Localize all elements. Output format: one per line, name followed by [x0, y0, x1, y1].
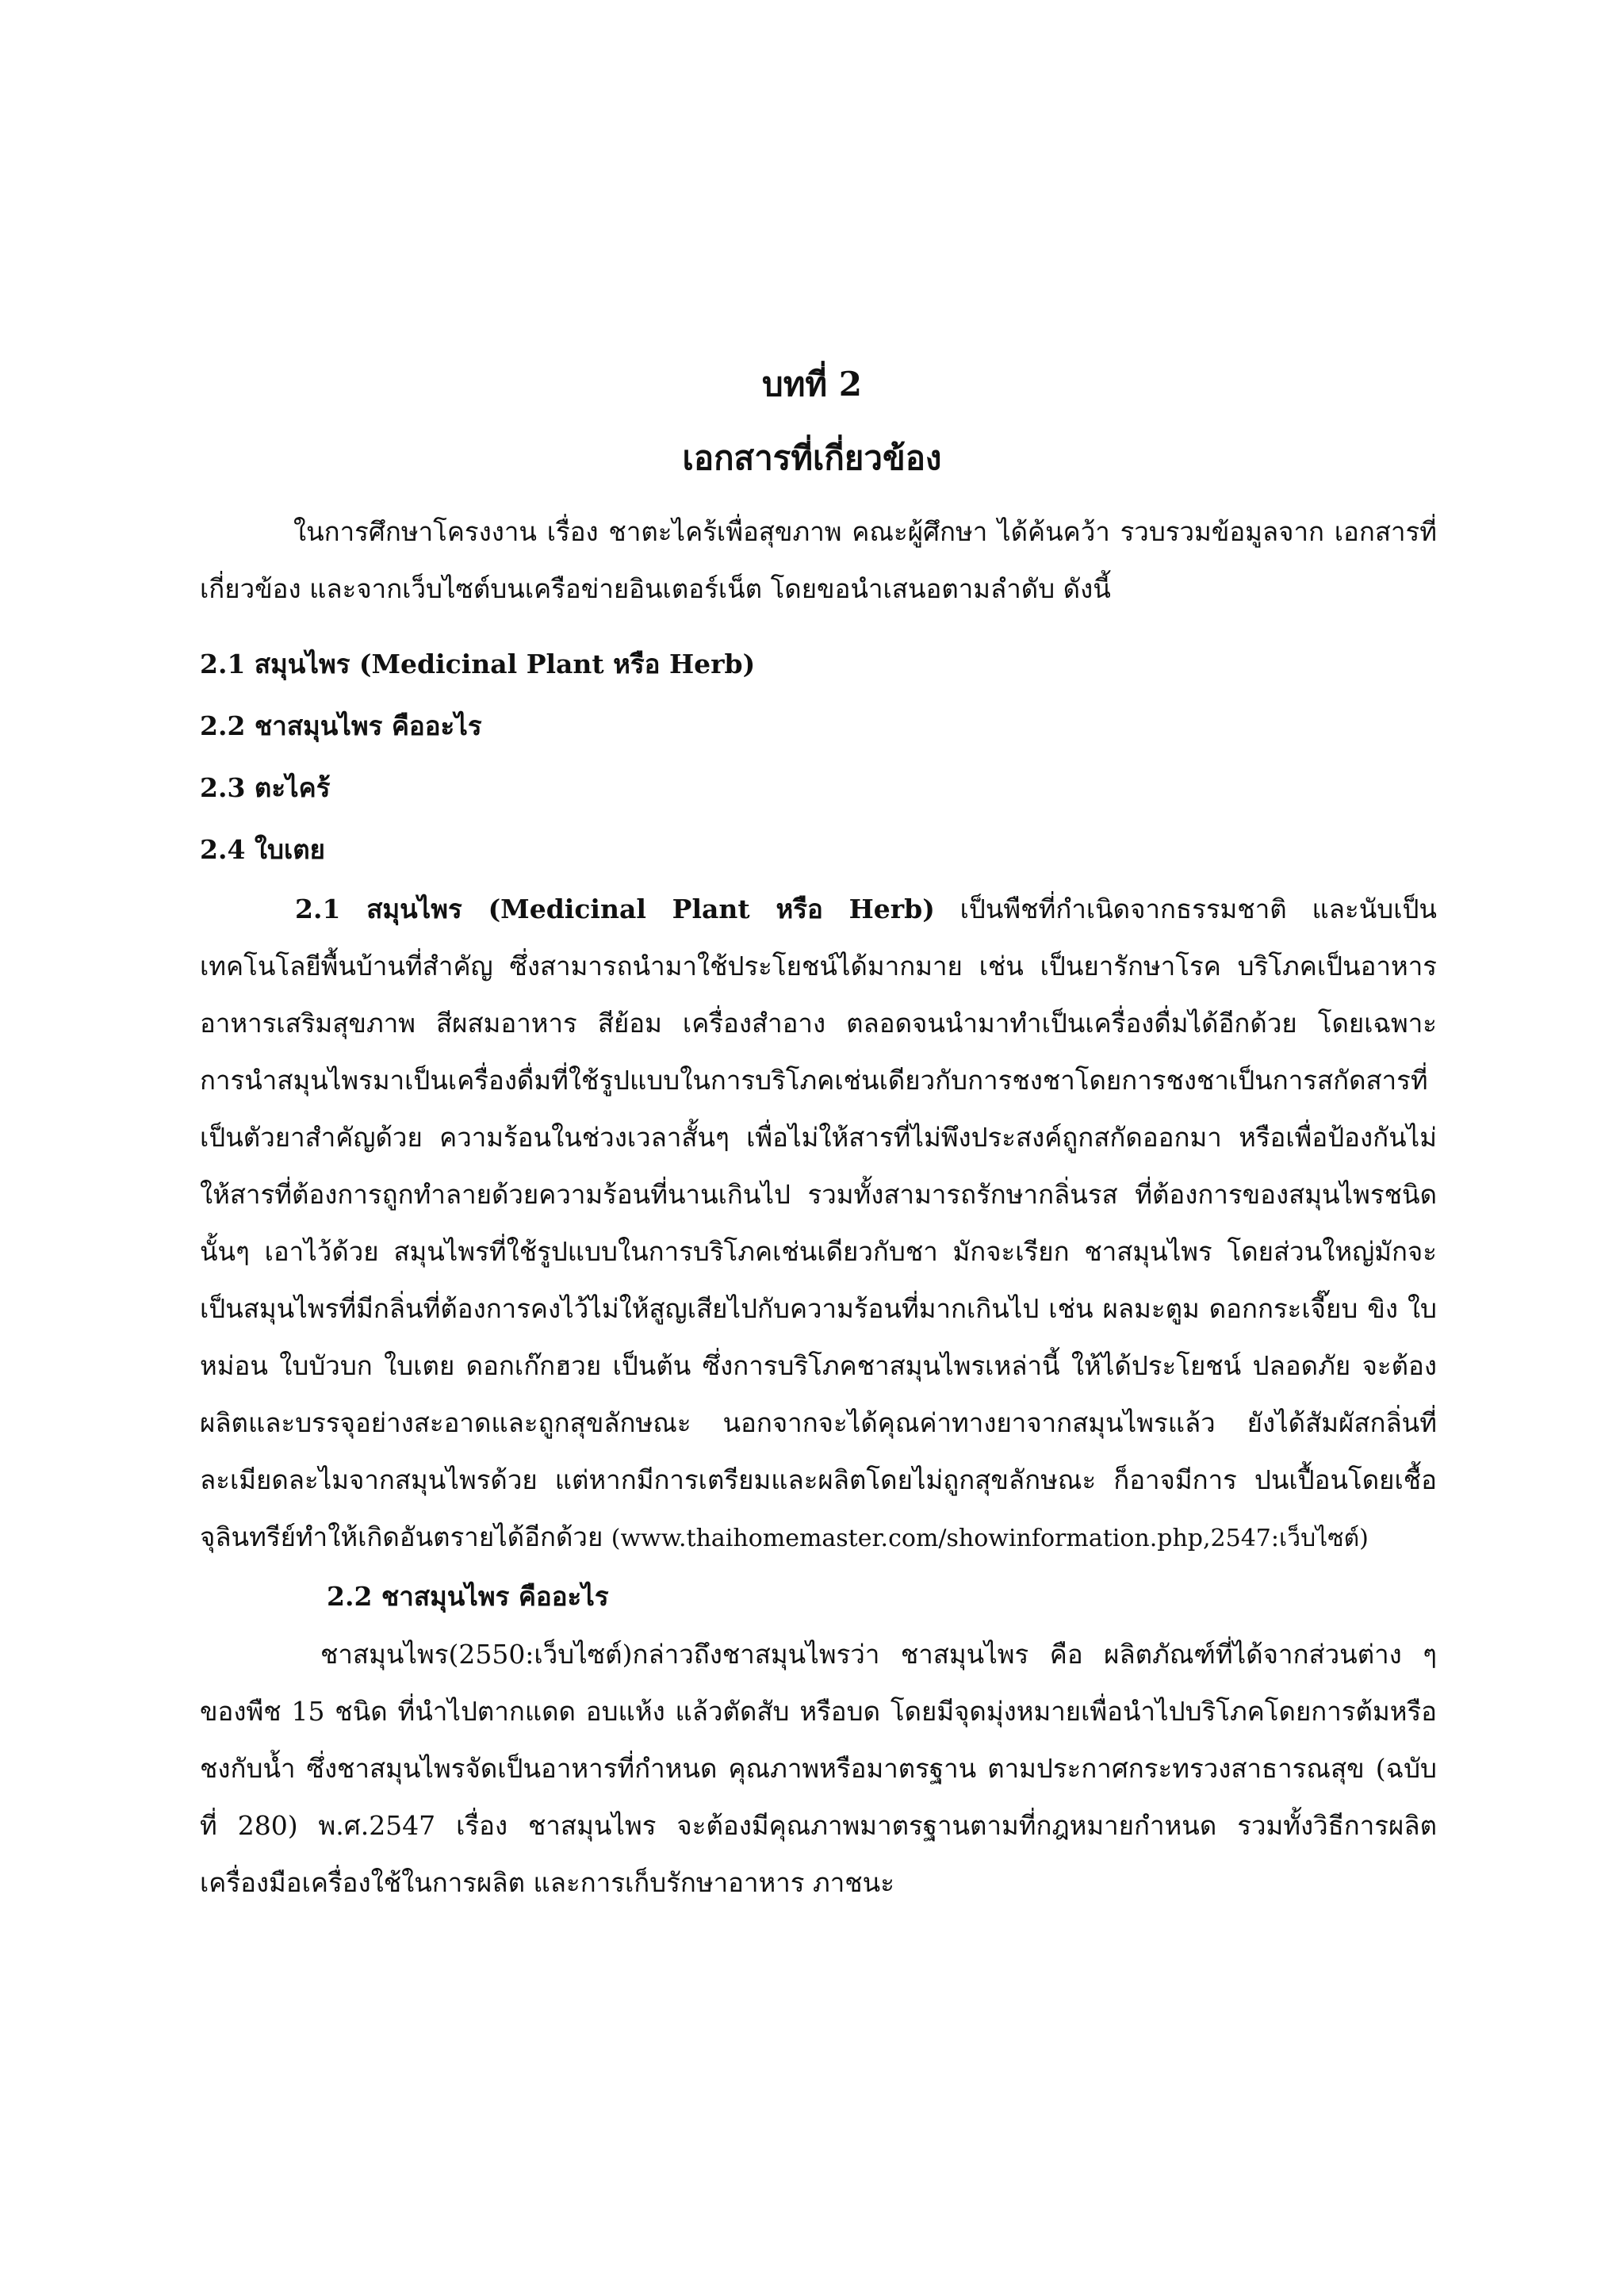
toc-item-2-4: 2.4 ใบเตย: [200, 834, 326, 865]
toc-item-2-3: 2.3 ตะไคร้: [200, 772, 331, 803]
chapter-title: เอกสารที่เกี่ยวข้อง: [682, 438, 942, 477]
section-2-1-text: เป็นพืชที่กำเนิดจากธรรมชาติ และนับเป็นเทคโนโลยีพื้นบ้านที่สำคัญ ซึ่งสามารถนำมาใช้ประโยชน์ได้มากมาย เช่น เป็นยารักษาโรค บริโภคเป็นอาหาร อาหารเสริมสุขภาพ สีผสมอาหาร สีย้อม เครื่องสำอาง ตลอดจนนำมาทำเป็นเครื่องดื่มได้อีกด้วย โดยเฉพาะการนำสมุนไพรมาเป็นเครื่องดื่มที่ใช้รูปแบบในการบริโภคเช่นเดียวกับการชงชาโดยการชงชาเป็นการสกัดสารที่เป็นตัวยาสำคัญด้วย ความร้อนในช่วงเวลาสั้นๆ เพื่อไม่ให้สารที่ไม่พึงประสงค์ถูกสกัดออกมา หรือเพื่อป้องกันไม่ให้สารที่ต้องการถูกทำลายด้วยความร้อนที่นานเกินไป รวมทั้งสามารถรักษากลิ่นรส ที่ต้องการของสมุนไพรชนิดนั้นๆ เอาไว้ด้วย สมุนไพรที่ใช้รูปแบบในการบริโภคเช่นเดียวกับชา มักจะเรียก ชาสมุนไพร โดยส่วนใหญ่มักจะเป็นสมุนไพรที่มีกลิ่นที่ต้องการคงไว้ไม่ให้สูญเสียไปกับความร้อนที่มากเกินไป เช่น ผลมะตูม ดอกกระเจี๊ยบ ขิง ใบหม่อน ใบบัวบก ใบเตย ดอกเก๊กฮวย เป็นต้น ซึ่งการบริโภคชาสมุนไพรเหล่านี้ ให้ได้ประโยชน์ ปลอดภัย จะต้องผลิตและบรรจุอย่างสะอาดและถูกสุขลักษณะ นอกจากจะได้คุณค่าทางยาจากสมุนไพรแล้ว ยังได้สัมผัสกลิ่นที่ละเมียดละไมจากสมุนไพรด้วย แต่หากมีการเตรียมและผลิตโดยไม่ถูกสุขลักษณะ ก็อาจมีการ ปนเปื้อนโดยเชื้อจุลินทรีย์ทำให้เกิดอันตรายได้อีกด้วย: [200, 894, 1437, 1552]
chapter-number: บทที่ 2: [762, 365, 862, 404]
section-2-1-paragraph: [200, 881, 1437, 1567]
section-2-1-heading: 2.1 สมุนไพร (Medicinal Plant หรือ Herb): [295, 894, 935, 924]
intro-paragraph: ในการศึกษาโครงงาน เรื่อง ชาตะไคร้เพื่อสุขภาพ คณะผู้ศึกษา ได้ค้นคว้า รวบรวมข้อมูลจาก เอกสารที่เกี่ยวข้อง และจากเว็บไซต์บนเครือข่ายอินเตอร์เน็ต โดยขอนำเสนอตามลำดับ ดังนี้: [200, 516, 1437, 604]
toc-item-2-1: 2.1 สมุนไพร (Medicinal Plant หรือ Herb): [200, 649, 756, 679]
document-body: [200, 503, 1437, 1911]
section-2-2-heading: 2.2 ชาสมุนไพร คืออะไร: [327, 1581, 609, 1612]
toc-item-2-2: 2.2 ชาสมุนไพร คืออะไร: [200, 710, 482, 741]
section-2-1-reference: (www.thaihomemaster.com/showinformation.php,2547:เว็บไซต์): [611, 1525, 1369, 1552]
section-2-2-paragraph: ชาสมุนไพร(2550:เว็บไซต์)กล่าวถึงชาสมุนไพรว่า ชาสมุนไพร คือ ผลิตภัณฑ์ที่ได้จากส่วนต่าง ๆ ของพืช 15 ชนิด ที่นำไปตากแดด อบแห้ง แล้วตัดสับ หรือบด โดยมีจุดมุ่งหมายเพื่อนำไปบริโภคโดยการต้มหรือชงกับน้ำ ซึ่งชาสมุนไพรจัดเป็นอาหารที่กำหนด คุณภาพหรือมาตรฐาน ตามประกาศกระทรวงสาธารณสุข (ฉบับที่ 280) พ.ศ.2547 เรื่อง ชาสมุนไพร จะต้องมีคุณภาพมาตรฐานตามที่กฎหมายกำหนด รวมทั้งวิธีการผลิต เครื่องมือเครื่องใช้ในการผลิต และการเก็บรักษาอาหาร ภาชนะ: [200, 1639, 1437, 1898]
